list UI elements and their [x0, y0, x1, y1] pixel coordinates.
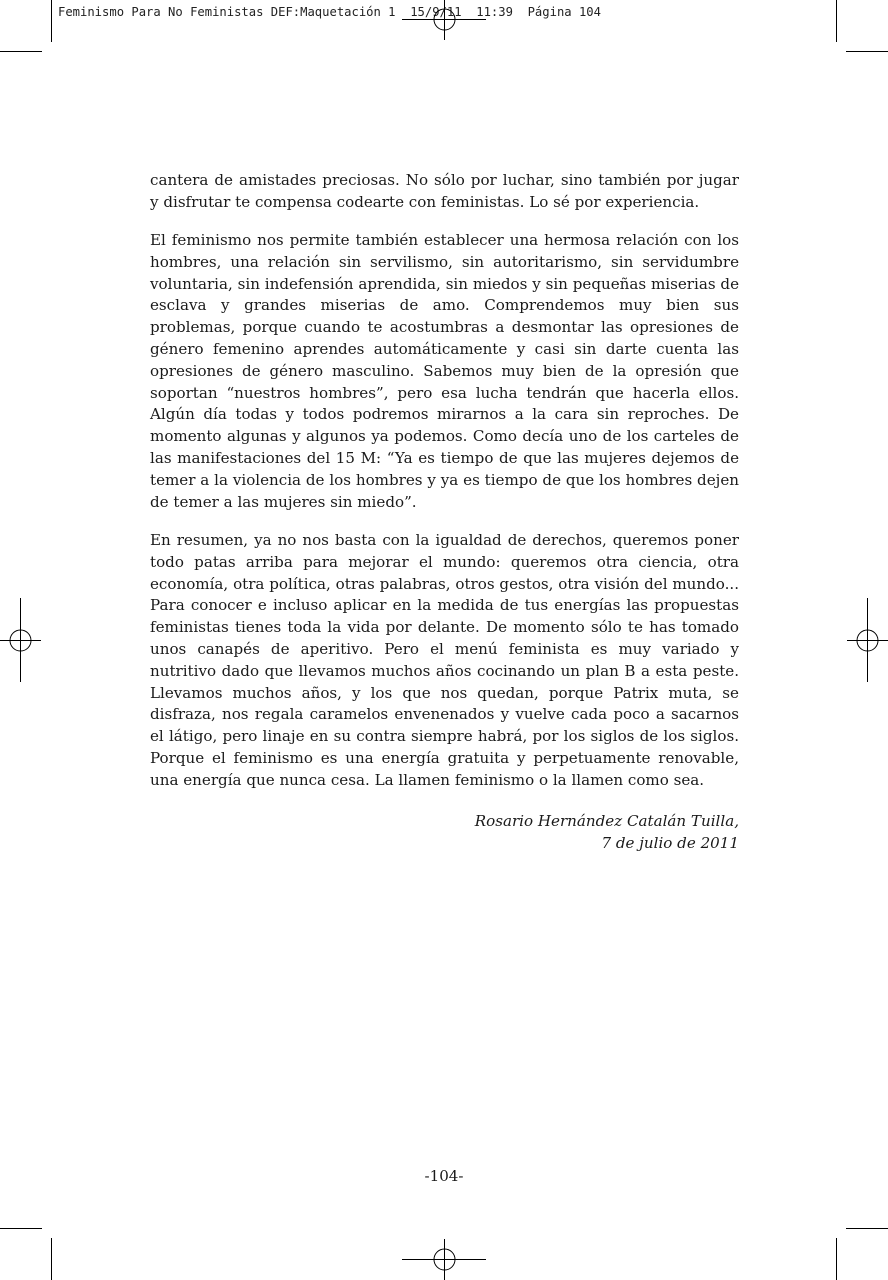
registration-mark-top: [402, 0, 486, 40]
registration-mark-left: [0, 598, 41, 682]
registration-mark-right: [847, 598, 888, 682]
paragraph-1: cantera de amistades preciosas. No sólo por luchar, sino también por jugar y disfrutar te compensa codearte con feministas. Lo sé por experiencia.: [150, 171, 739, 211]
signature-name: Rosario Hernández Catalán Tuilla,: [474, 812, 739, 830]
registration-mark-bottom: [402, 1239, 486, 1280]
paragraph-2: El feminismo nos permite también establecer una hermosa relación con los hombres, una relación sin servilismo, sin autoritarismo, sin servidumbre voluntaria, sin indefensión aprendida, sin miedos y sin pequeñas miserias de esclava y grandes miserias de amo. Comprendemos muy bien sus problemas, porque cuando te acostumbras a desmontar las opresiones de género femenino aprendes automáticamente y casi sin darte cuenta las opresiones de género masculino. Sabemos muy bien de la opresión que soportan “nuestros hombres”, pero esa lucha tendrán que hacerla ellos. Algún día todas y todos podremos mirarnos a la cara sin reproches. De momento algunas y algunos ya podemos. Como decía uno de los carteles de las manifestaciones del 15 M: “Ya es tiempo de que las mujeres dejemos de temer a la violencia de los hombres y ya es tiempo de que los hombres dejen de temer a las mujeres sin miedo”.: [150, 231, 739, 511]
body-text: [150, 170, 739, 808]
signature-date: 7 de julio de 2011: [601, 833, 739, 852]
signature-block: [475, 811, 739, 855]
page-number: -104-: [424, 1167, 464, 1185]
paragraph-3: En resumen, ya no nos basta con la igualdad de derechos, queremos poner todo patas arriba para mejorar el mundo: queremos otra ciencia, otra economía, otra política, otras palabras, otros gestos, otra visión del mundo... Para conocer e incluso aplicar en la medida de tus energías las propuestas feministas tienes toda la vida por delante. De momento sólo te has tomado unos canapés de aperitivo. Pero el menú feminista es muy variado y nutritivo dado que llevamos muchos años cocinando un plan B a esta peste. Llevamos muchos años, y los que nos quedan, porque Patrix muta, se disfraza, nos regala caramelos envenenados y vuelve cada poco a sacarnos el látigo, pero linaje en su contra siempre habrá, por los siglos de los siglos. Porque el feminismo es una energía gratuita y perpetuamente renovable, una energía que nunca cesa. La llamen feminismo o la llamen como sea.: [150, 530, 739, 789]
print-slug-line: Feminismo Para No Feministas DEF:Maquetación 1 15/9/11 11:39 Página 104: [58, 5, 601, 19]
